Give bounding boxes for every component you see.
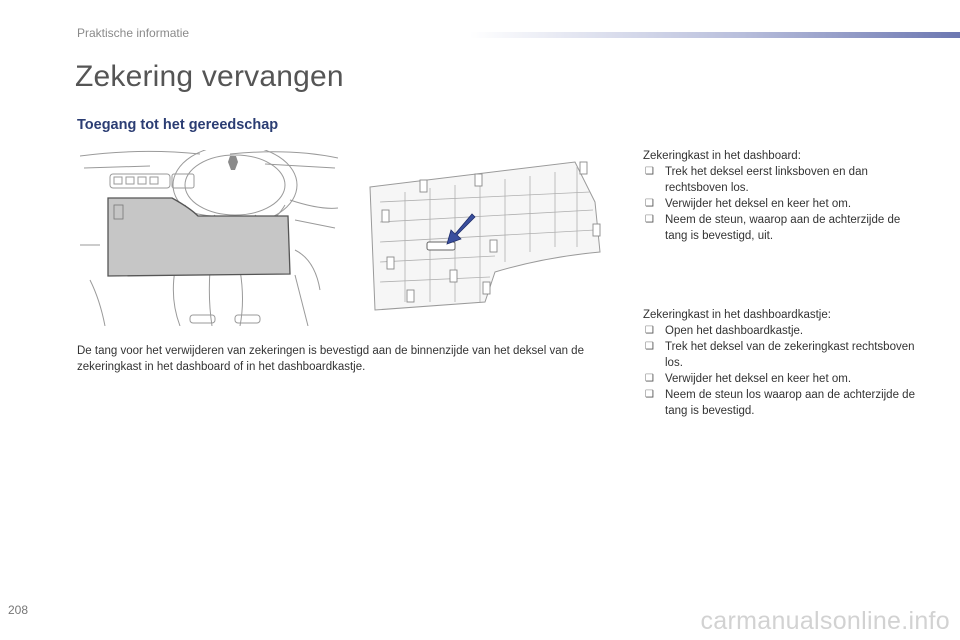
- checkbox-bullet-icon: ❑: [645, 214, 654, 225]
- instruction-heading: Zekeringkast in het dashboard:: [643, 150, 801, 162]
- bottom-description: De tang voor het verwijderen van zekeringen is bevestigd aan de binnenzijde van het deksel van de zekeringkast in het dashboard of in het dashboardkastje.: [77, 345, 584, 373]
- instruction-heading: Zekeringkast in het dashboardkastje:: [643, 309, 831, 321]
- instruction-list: [643, 164, 923, 244]
- instruction-step: ❑ Verwijder het deksel en keer het om.: [645, 373, 852, 385]
- instruction-step: ❑ Trek het deksel eerst linksboven en dan rechtsboven los.: [645, 166, 868, 194]
- instruction-block-dashboard: [643, 148, 923, 244]
- checkbox-bullet-icon: ❑: [645, 166, 654, 177]
- fuse-tool-holder: [427, 242, 455, 250]
- checkbox-bullet-icon: ❑: [645, 341, 654, 352]
- checkbox-bullet-icon: ❑: [645, 373, 654, 384]
- dashboard-illustration: [80, 150, 338, 326]
- checkbox-bullet-icon: ❑: [645, 198, 654, 209]
- watermark: carmanualsonline.info: [700, 607, 950, 635]
- instruction-block-glovebox: [643, 307, 923, 419]
- header-decorative-bar: [470, 32, 960, 38]
- page-title: Zekering vervangen: [75, 60, 344, 93]
- instruction-step: ❑ Trek het deksel van de zekeringkast rechtsboven los.: [645, 341, 915, 369]
- instruction-step: ❑ Neem de steun los waarop aan de achterzijde de tang is bevestigd.: [645, 389, 915, 417]
- section-title: Toegang tot het gereedschap: [77, 117, 279, 133]
- instruction-step: ❑ Open het dashboardkastje.: [645, 325, 804, 337]
- instruction-list: [643, 323, 923, 419]
- page-number: 208: [8, 603, 29, 617]
- checkbox-bullet-icon: ❑: [645, 389, 654, 400]
- checkbox-bullet-icon: ❑: [645, 325, 654, 336]
- header-section-label: Praktische informatie: [77, 26, 190, 40]
- instruction-step: ❑ Neem de steun, waarop aan de achterzijde de tang is bevestigd, uit.: [645, 214, 901, 242]
- fusebox-illustration: [365, 152, 615, 320]
- instruction-step: ❑ Verwijder het deksel en keer het om.: [645, 198, 852, 210]
- steering-wheel-logo: [228, 156, 238, 170]
